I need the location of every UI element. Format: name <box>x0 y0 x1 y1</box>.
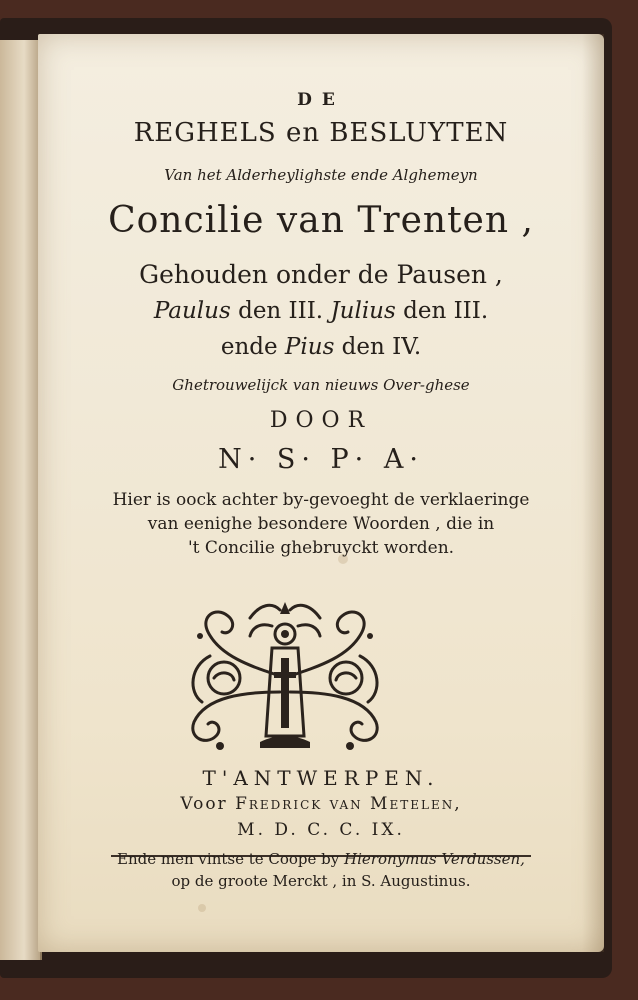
title-popes-line <box>38 298 604 324</box>
title-reghels: REGHELS en BESLUYTEN <box>133 118 509 148</box>
author-initials: N· S· P· A· <box>218 444 424 475</box>
title-page <box>38 34 604 952</box>
translation-note: Ghetrouwelijck van nieuws Over-ghese <box>172 376 470 394</box>
imprint-city: T'ANTWERPEN. <box>202 766 440 790</box>
sales-note-line-2: op de groote Merckt , in S. Augustinus. <box>171 872 471 890</box>
imprint-year: M. D. C. C. IX. <box>237 820 405 840</box>
imprint-printer-line <box>38 794 604 814</box>
title-de: DE <box>297 90 345 110</box>
title-concilie: Concilie van Trenten , <box>108 200 534 241</box>
floral-ornament-icon <box>180 596 390 756</box>
title-subtitle: Van het Alderheylighste ende Alghemeyn <box>164 166 478 184</box>
bookseller-name: Hieronymus Verdussen, <box>344 850 525 868</box>
sales-note-line-1 <box>38 850 604 868</box>
pope-paulus: Paulus <box>153 298 231 324</box>
appendix-note-line-1: Hier is oock achter by-gevoeght de verklaeringe <box>112 490 530 510</box>
title-pius-line <box>38 334 604 360</box>
door-label: DOOR <box>269 408 373 433</box>
ende-word: ende <box>220 334 285 360</box>
title-gehouden: Gehouden onder de Pausen , <box>139 260 503 289</box>
appendix-note-line-3: 't Concilie ghebruyckt worden. <box>187 538 455 558</box>
left-page-edge <box>0 40 42 960</box>
pope-paulus-number: den III. <box>230 298 331 324</box>
paper-stain <box>198 904 206 912</box>
pope-julius-number: den III. <box>395 298 489 324</box>
pope-pius: Pius <box>284 334 335 360</box>
appendix-note-line-2: van eenighe besondere Woorden , die in <box>147 514 495 534</box>
sales-note-text: Ende men vintse te Coope by <box>117 850 345 868</box>
voor-word: Voor <box>180 794 236 814</box>
pope-julius: Julius <box>330 298 396 324</box>
printer-name: Fredrick van Metelen, <box>235 794 462 814</box>
pope-pius-number: den IV. <box>334 334 422 360</box>
